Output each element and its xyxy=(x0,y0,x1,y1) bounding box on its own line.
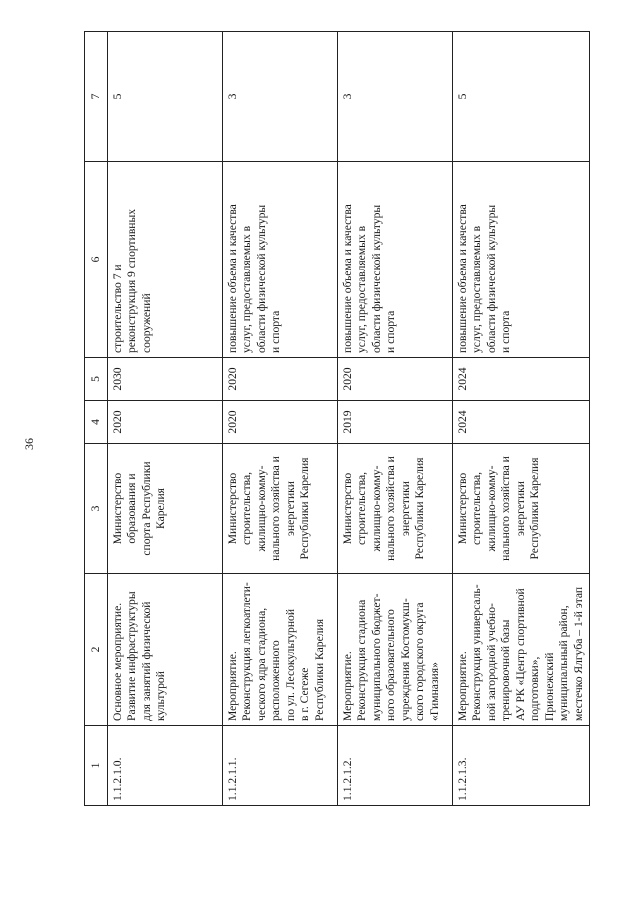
measure-end-year: 2024 xyxy=(453,358,590,401)
measure-start-year: 2020 xyxy=(108,401,223,444)
measure-title: Мероприятие. Реконструкция легкоатлети- ческого ядра стадиона, расположенного по ул. Лесокультурной в г. Сегеже Республики Карелия xyxy=(223,574,338,726)
table-row xyxy=(108,32,223,806)
measure-result: повышение объема и качества услуг, предоставляемых в области физической культуры и спорта xyxy=(223,162,338,358)
measure-code: 1.1.2.1.3. xyxy=(453,726,590,806)
rotated-table-area xyxy=(84,32,585,806)
measure-title: Мероприятие. Реконструкция универсаль- ной загородной учебно- тренировочной базы АУ РК «Центр спортивной подготовки», Прионежский муниципальный район, местечко Ялгуба – 1-й этап xyxy=(453,574,590,726)
measure-title: Мероприятие. Реконструкция стадиона муниципального бюджет- ного образовательного учреждения Костомукш- ского городского округа «Гимназия» xyxy=(338,574,453,726)
measure-indicator: 3 xyxy=(338,32,453,162)
measure-indicator: 5 xyxy=(453,32,590,162)
table-row xyxy=(453,32,590,806)
measure-title: Основное мероприятие. Развитие инфраструктуры для занятий физической культурой xyxy=(108,574,223,726)
column-number-2: 2 xyxy=(85,574,108,726)
table-row xyxy=(338,32,453,806)
measure-indicator: 3 xyxy=(223,32,338,162)
page-number: 36 xyxy=(22,438,36,450)
measure-code: 1.1.2.1.2. xyxy=(338,726,453,806)
measure-end-year: 2030 xyxy=(108,358,223,401)
measure-start-year: 2019 xyxy=(338,401,453,444)
measure-result: повышение объема и качества услуг, предоставляемых в области физической культуры и спорта xyxy=(338,162,453,358)
column-number-6: 6 xyxy=(85,162,108,358)
measure-executor: Министерство строительства, жилищно-комму- нального хозяйства и энергетики Республики Карелия xyxy=(338,444,453,574)
measure-code: 1.1.2.1.0. xyxy=(108,726,223,806)
measure-end-year: 2020 xyxy=(223,358,338,401)
measure-executor: Министерство образования и спорта Республики Карелия xyxy=(108,444,223,574)
measure-result: повышение объема и качества услуг, предоставляемых в области физической культуры и спорта xyxy=(453,162,590,358)
program-measures-table xyxy=(84,31,590,806)
table-row xyxy=(223,32,338,806)
measure-executor: Министерство строительства, жилищно-комму- нального хозяйства и энергетики Республики Карелия xyxy=(453,444,590,574)
measure-result: строительство 7 и реконструкция 9 спортивных сооружений xyxy=(108,162,223,358)
measure-end-year: 2020 xyxy=(338,358,453,401)
column-number-5: 5 xyxy=(85,358,108,401)
measure-executor: Министерство строительства, жилищно-комму- нального хозяйства и энергетики Республики Карелия xyxy=(223,444,338,574)
measure-start-year: 2020 xyxy=(223,401,338,444)
measure-code: 1.1.2.1.1. xyxy=(223,726,338,806)
column-number-1: 1 xyxy=(85,726,108,806)
column-number-3: 3 xyxy=(85,444,108,574)
measure-start-year: 2024 xyxy=(453,401,590,444)
table-header-row xyxy=(85,32,108,806)
column-number-4: 4 xyxy=(85,401,108,444)
measure-indicator: 5 xyxy=(108,32,223,162)
column-number-7: 7 xyxy=(85,32,108,162)
